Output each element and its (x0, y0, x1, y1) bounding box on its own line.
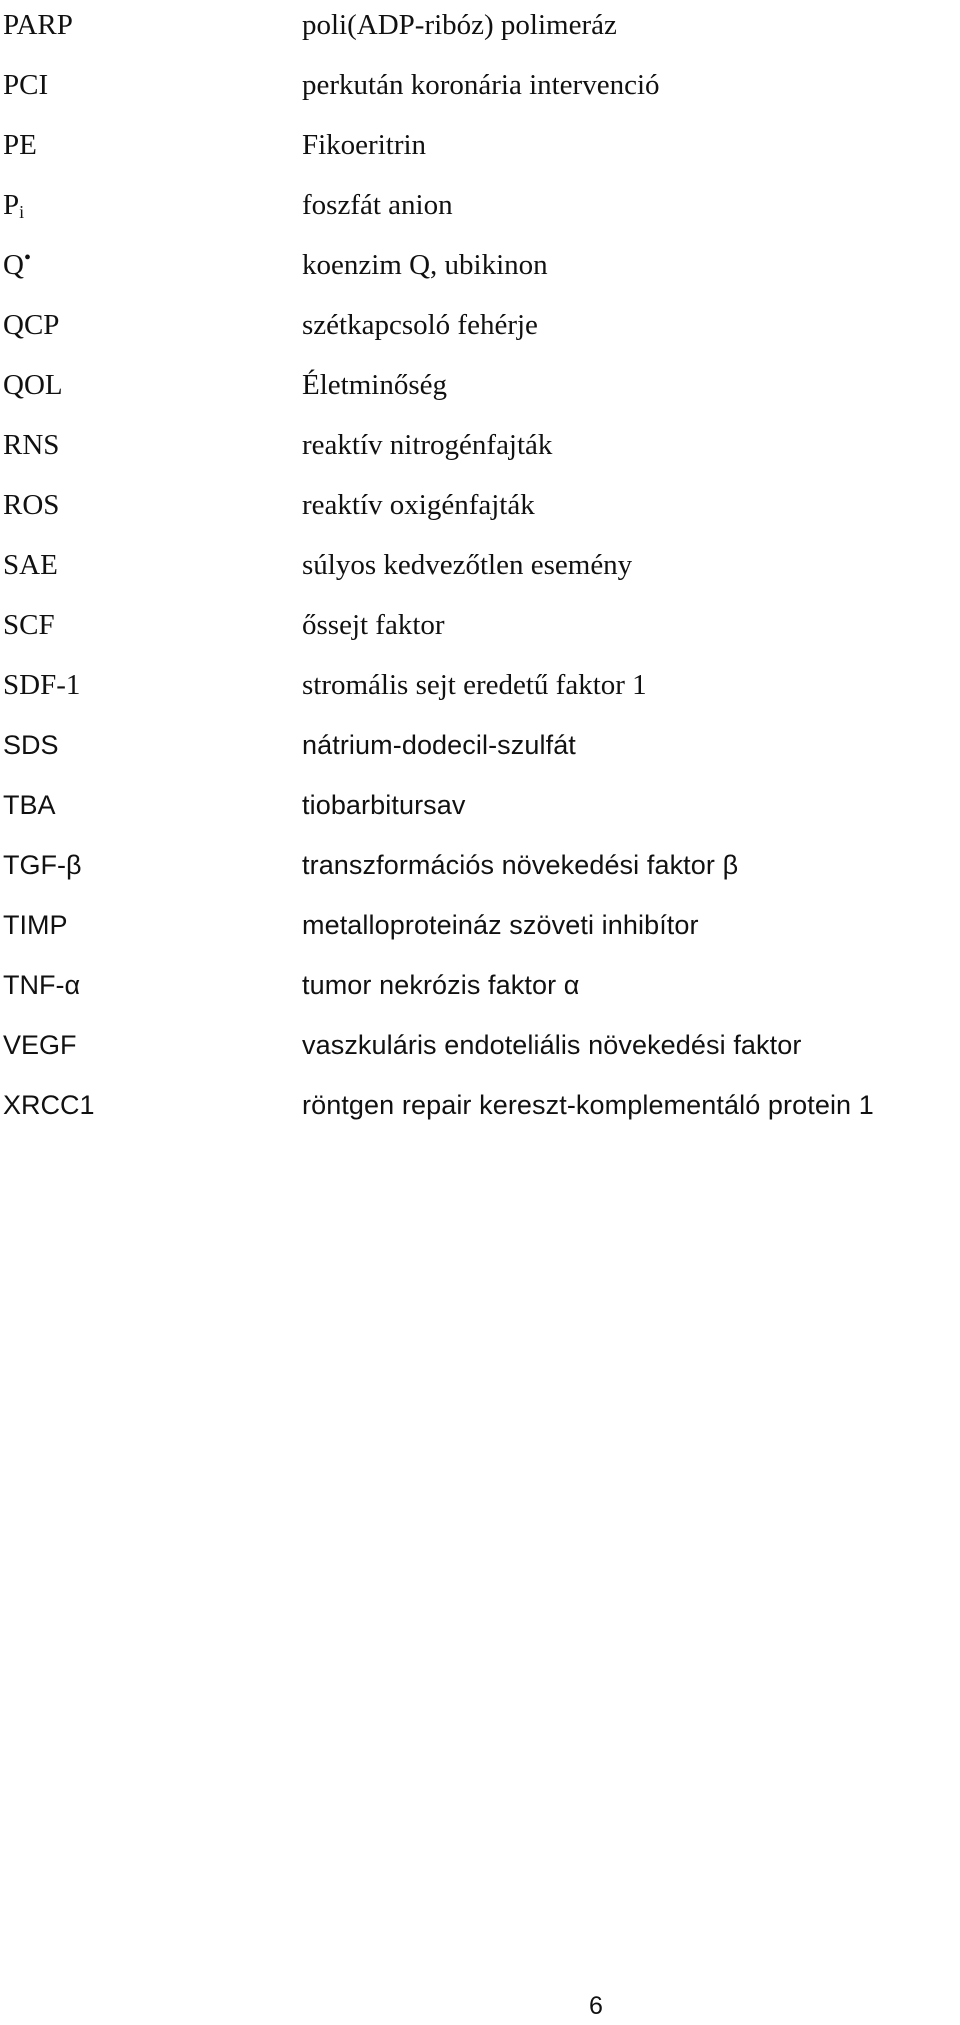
abbreviation-meaning: transzformációs növekedési faktor β (302, 850, 739, 880)
abbreviation-term: PARP (3, 9, 73, 41)
abbreviation-meaning: vaszkuláris endoteliális növekedési faktor (302, 1030, 802, 1060)
abbreviation-meaning: metalloproteináz szöveti inhibítor (302, 910, 699, 940)
abbreviation-meaning: koenzim Q, ubikinon (302, 249, 548, 281)
abbreviation-row-rns (0, 420, 960, 480)
abbreviation-meaning: szétkapcsoló fehérje (302, 309, 538, 341)
abbreviation-term-subscript: i (19, 202, 25, 222)
abbreviation-row-sae (0, 540, 960, 600)
abbreviation-row-scf (0, 600, 960, 660)
abbreviation-meaning: perkután koronária intervenció (302, 69, 660, 101)
abbreviation-meaning: stromális sejt eredetű faktor 1 (302, 669, 647, 701)
page-number: 6 (589, 1992, 603, 2020)
abbreviation-row-sds (0, 720, 960, 780)
abbreviation-meaning: Fikoeritrin (302, 129, 427, 161)
abbreviation-meaning: röntgen repair kereszt-komplementáló protein 1 (302, 1090, 874, 1120)
abbreviation-row-ros (0, 480, 960, 540)
abbreviation-term: TNF-α (3, 970, 81, 1000)
abbreviation-term: SAE (3, 549, 58, 581)
abbreviation-term (3, 180, 24, 230)
abbreviation-term: SDS (3, 730, 59, 760)
abbreviation-term: ROS (3, 489, 60, 521)
abbreviation-term: TIMP (3, 910, 68, 940)
abbreviation-term-superscript: • (23, 247, 31, 269)
abbreviation-meaning: nátrium-dodecil-szulfát (302, 730, 576, 760)
abbreviation-row-tgf-beta (0, 840, 960, 900)
abbreviation-meaning: foszfát anion (302, 189, 453, 221)
abbreviation-meaning: őssejt faktor (302, 609, 445, 641)
abbreviation-row-tba (0, 780, 960, 840)
abbreviation-term: PE (3, 129, 37, 161)
abbreviation-row-tnf-alpha (0, 960, 960, 1020)
abbreviation-meaning: tiobarbitursav (302, 790, 466, 820)
abbreviation-term: TGF-β (3, 850, 82, 880)
abbreviation-term: PCI (3, 69, 49, 101)
abbreviation-row-vegf (0, 1020, 960, 1080)
abbreviation-term: VEGF (3, 1030, 77, 1060)
abbreviation-term: XRCC1 (3, 1090, 95, 1120)
abbreviation-row-sdf-1 (0, 660, 960, 720)
abbreviation-term: SDF-1 (3, 669, 81, 701)
abbreviation-meaning: reaktív nitrogénfajták (302, 429, 553, 461)
abbreviation-row-pci (0, 60, 960, 120)
abbreviation-row-pe (0, 120, 960, 180)
abbreviation-term: QOL (3, 369, 63, 401)
abbreviation-term-base: Q (3, 249, 24, 281)
abbreviation-term: TBA (3, 790, 56, 820)
abbreviation-row-timp (0, 900, 960, 960)
abbreviation-term: RNS (3, 429, 60, 461)
abbreviation-meaning: súlyos kedvezőtlen esemény (302, 549, 633, 581)
abbreviation-term (3, 240, 31, 290)
abbreviation-term: QCP (3, 309, 60, 341)
abbreviation-meaning: poli(ADP-ribóz) polimeráz (302, 9, 617, 41)
abbreviation-row-xrcc1 (0, 1080, 960, 1140)
abbreviation-meaning: tumor nekrózis faktor α (302, 970, 580, 1000)
abbreviation-row-parp (0, 0, 960, 60)
abbreviation-row-pi (0, 180, 960, 240)
abbreviation-meaning: Életminőség (302, 369, 447, 401)
abbreviation-term-base: P (3, 189, 20, 221)
abbreviation-row-q-radical (0, 240, 960, 300)
abbreviation-term: SCF (3, 609, 55, 641)
abbreviation-row-qol (0, 360, 960, 420)
abbreviation-row-qcp (0, 300, 960, 360)
abbreviation-meaning: reaktív oxigénfajták (302, 489, 535, 521)
